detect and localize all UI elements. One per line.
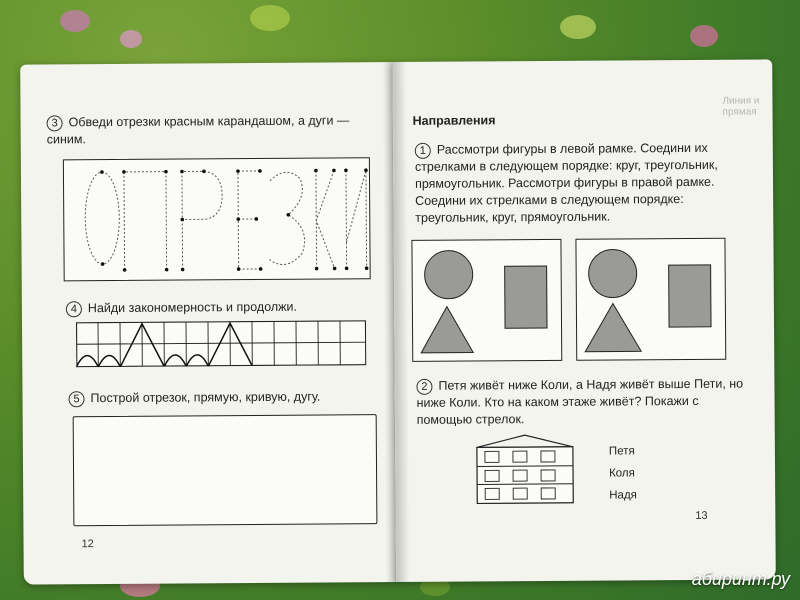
right-page	[392, 59, 776, 582]
task-number: 2	[416, 378, 432, 394]
rectangle-shape	[669, 265, 711, 327]
name-nadya: Надя	[609, 489, 637, 502]
left-page	[20, 62, 396, 585]
task-text: Рассмотри фигуры в левой рамке. Соедини их стрелками в следующем порядке: круг, треугольник, прямоугольник. Рассмотри фигуры в правой рамке. Соедини их стрелками в следующем порядке: треугольник, круг, прямоугольник.	[414, 140, 718, 225]
triangle-shape	[421, 306, 473, 352]
task-text: Построй отрезок, прямую, кривую, дугу.	[90, 389, 321, 406]
shapes-frame-left[interactable]	[411, 239, 562, 362]
task-3	[47, 112, 367, 148]
fabric-spot	[60, 10, 90, 32]
fabric-spot	[560, 15, 596, 39]
task-number: 4	[66, 301, 82, 317]
triangle-shape	[585, 303, 641, 351]
task-number: 5	[68, 391, 84, 407]
circle-shape	[425, 250, 473, 298]
name-petya: Петя	[608, 445, 635, 458]
drawing-frame[interactable]	[73, 414, 378, 526]
circle-shape	[588, 249, 636, 297]
page-number-right: 13	[695, 509, 708, 522]
fabric-spot	[120, 30, 142, 48]
page-number-left: 12	[81, 538, 94, 551]
shapes-frame-right[interactable]	[575, 238, 726, 361]
name-kolya: Коля	[609, 467, 635, 480]
house-drawing	[475, 433, 576, 506]
fabric-spot	[690, 25, 718, 47]
page-header-ghost: Линия и прямая	[722, 95, 760, 118]
task-text: Петя живёт ниже Коли, а Надя живёт выше Пети, но ниже Коли. Кто на каком этаже живёт? Покажи с помощью стрелок.	[416, 376, 744, 427]
otrezki-frame	[63, 157, 371, 281]
resident-names	[609, 440, 637, 506]
otrezki-dotted-word[interactable]	[64, 158, 370, 280]
task-2	[416, 375, 756, 428]
watermark-text: абиринт.ру	[691, 569, 790, 589]
book-spine	[382, 62, 410, 582]
workbook-spread	[20, 59, 776, 584]
task-number: 1	[415, 142, 431, 158]
task-number: 3	[47, 115, 63, 131]
pattern-grid[interactable]	[76, 320, 366, 367]
task-4	[66, 298, 366, 317]
task-1	[415, 140, 756, 227]
task-5	[68, 388, 368, 407]
fabric-spot	[250, 5, 290, 31]
task-text: Найди закономерность и продолжи.	[87, 299, 298, 316]
task-text: Обведи отрезки красным карандашом, а дуги — синим.	[46, 113, 350, 147]
section-heading: Направления	[412, 113, 496, 128]
rectangle-shape	[505, 266, 547, 328]
